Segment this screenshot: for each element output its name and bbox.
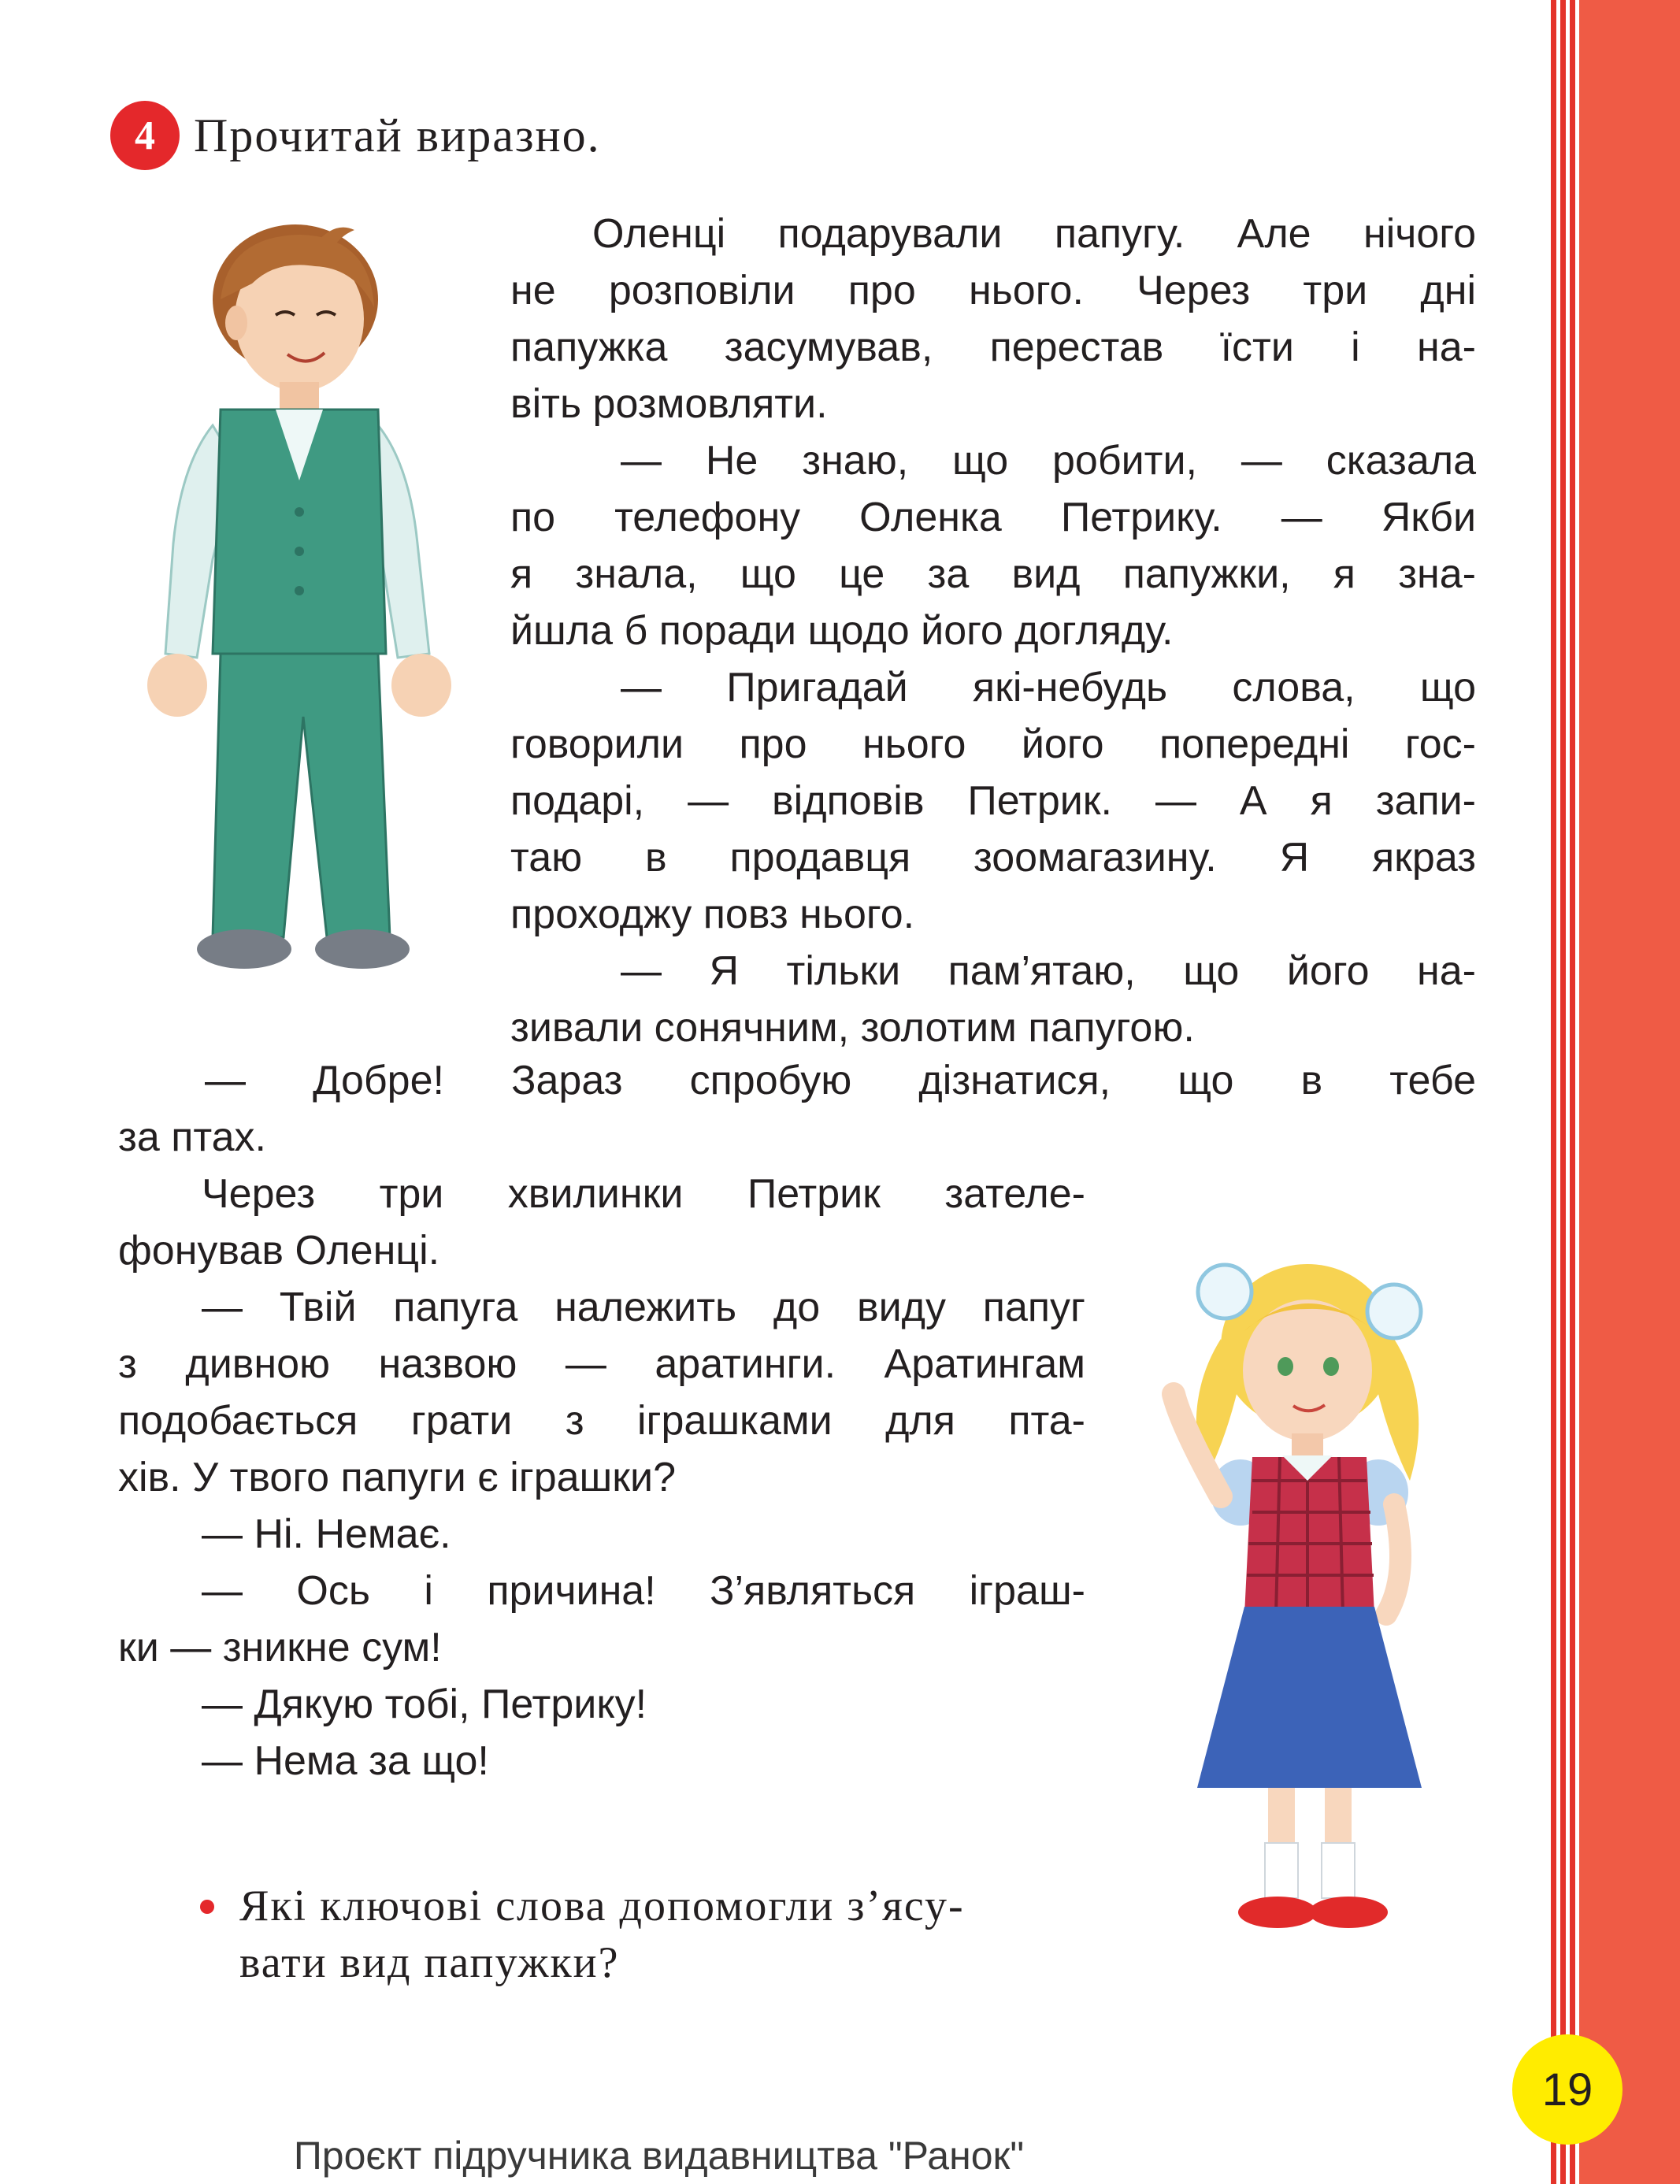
text-line: Через три хвилинки Петрик зателе- bbox=[202, 1171, 1085, 1217]
story-paragraph-2 bbox=[118, 1052, 1476, 1166]
text-line: хів. У твого папуги є іграшки? bbox=[118, 1455, 676, 1500]
margin-stripes bbox=[1551, 0, 1579, 2184]
footer-label: Проєкт підручника видавництва "Ранок" bbox=[293, 2134, 1025, 2178]
text-line: подарі, — відповів Петрик. — А я запи- bbox=[510, 778, 1476, 824]
margin-gap bbox=[1540, 0, 1551, 2184]
text-line: — Твій папуга належить до виду папуг bbox=[202, 1285, 1085, 1330]
text-line: ки — зникне сум! bbox=[118, 1625, 442, 1670]
story-paragraph-3 bbox=[118, 1166, 1085, 1789]
text-line: за птах. bbox=[118, 1114, 266, 1160]
story-paragraph-1 bbox=[510, 206, 1476, 1056]
text-line: говорили про нього його попередні гос- bbox=[510, 721, 1476, 767]
text-line: зивали сонячним, золотим папугою. bbox=[510, 1005, 1195, 1051]
text-line: йшла б поради щодо його догляду. bbox=[510, 608, 1174, 654]
text-line: я знала, що це за вид папужки, я зна- bbox=[510, 551, 1476, 597]
text-line: подобається грати з іграшками для пта- bbox=[118, 1398, 1085, 1444]
text-line: Оленці подарували папугу. Але нічого bbox=[592, 211, 1476, 257]
task-header bbox=[110, 101, 601, 170]
text-line: — Не знаю, що робити, — сказала bbox=[621, 438, 1476, 484]
girl-illustration bbox=[1150, 1244, 1465, 1969]
page-number-badge: 19 bbox=[1512, 2034, 1623, 2145]
question-line: Які ключові слова допомогли з’ясу- bbox=[239, 1882, 965, 1930]
text-line: фонував Оленці. bbox=[118, 1228, 440, 1274]
margin-band bbox=[1579, 0, 1680, 2184]
text-line: віть розмовляти. bbox=[510, 381, 828, 427]
question-line: вати вид папужки? bbox=[239, 1938, 620, 1987]
question-block bbox=[203, 1878, 1085, 1991]
text-line: — Добре! Зараз спробую дізнатися, що в тебе bbox=[205, 1058, 1476, 1103]
text-line: папужка засумував, перестав їсти і на- bbox=[510, 324, 1476, 370]
footer-text bbox=[0, 2133, 1680, 2178]
text-line: не розповіли про нього. Через три дні bbox=[510, 268, 1476, 313]
text-line: — Нема за що! bbox=[202, 1738, 489, 1784]
text-line: проходжу повз нього. bbox=[510, 892, 915, 937]
text-line: таю в продавця зоомагазину. Я якраз bbox=[510, 835, 1476, 881]
text-line: — Я тільки пам’ятаю, що його на- bbox=[621, 948, 1476, 994]
task-title: Прочитай виразно. bbox=[194, 109, 601, 161]
text-line: — Ні. Немає. bbox=[202, 1511, 451, 1557]
text-line: — Ось і причина! З’являться іграш- bbox=[202, 1568, 1085, 1614]
text-line: — Дякую тобі, Петрику! bbox=[202, 1682, 647, 1727]
text-line: з дивною назвою — аратинги. Аратингам bbox=[118, 1341, 1085, 1387]
boy-illustration bbox=[118, 213, 473, 984]
text-line: по телефону Оленка Петрику. — Якби bbox=[510, 495, 1476, 540]
text-line: — Пригадай які-небудь слова, що bbox=[621, 665, 1476, 710]
task-number-badge: 4 bbox=[110, 101, 180, 170]
